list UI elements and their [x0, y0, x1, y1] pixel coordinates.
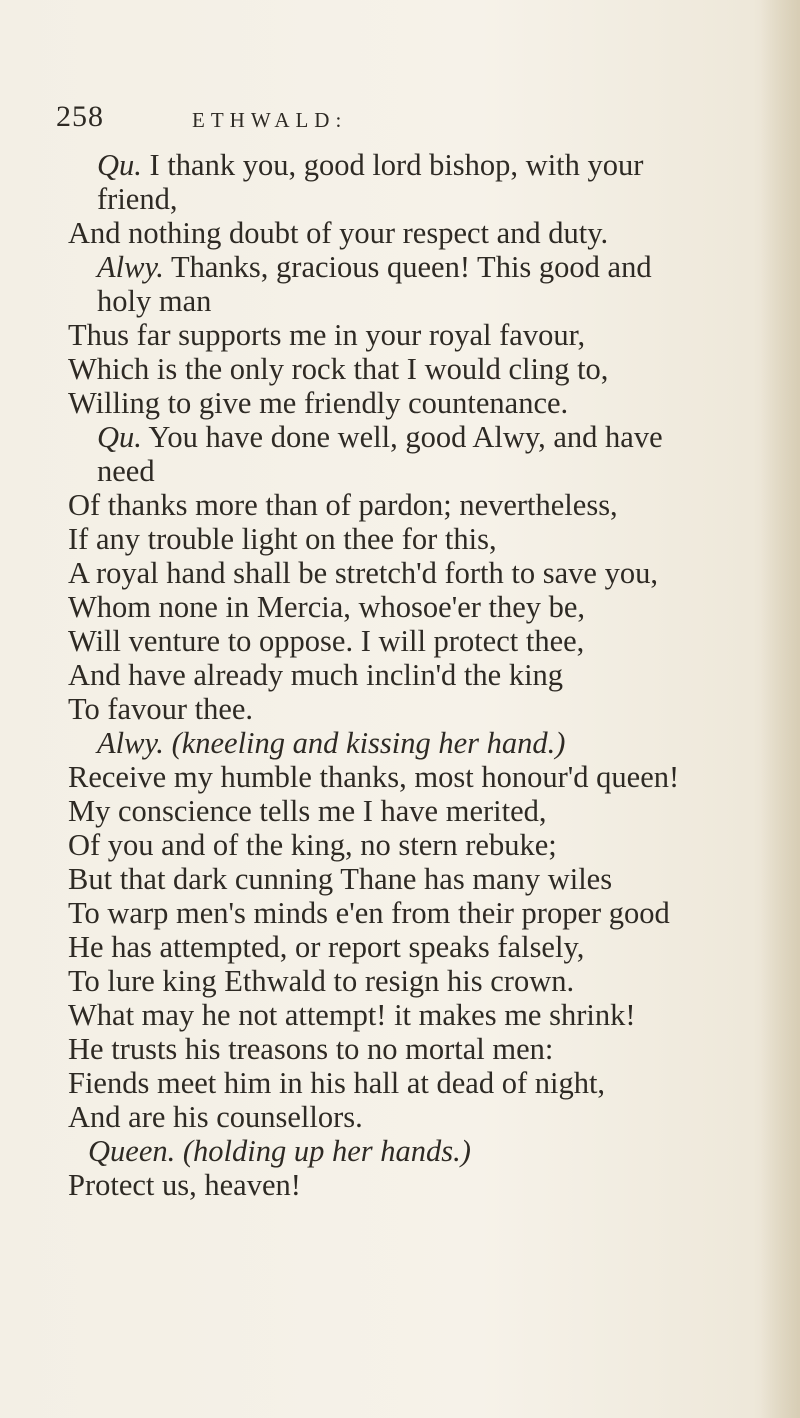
line-text: I thank you, good lord bishop, with your — [149, 148, 644, 182]
text-line: friend, — [97, 182, 178, 216]
running-head: ETHWALD: — [192, 108, 348, 132]
text-line: If any trouble light on thee for this, — [68, 522, 497, 556]
text-line: And have already much inclin'd the king — [68, 658, 564, 692]
speaker-name: Qu. — [97, 420, 142, 454]
stage-direction: (holding up her hands.) — [182, 1134, 471, 1168]
page-header — [56, 100, 696, 140]
speaker-name: Alwy. — [97, 250, 164, 284]
line-text: You have done well, good Alwy, and have — [148, 420, 663, 454]
text-line — [97, 148, 643, 182]
text-line: Receive my humble thanks, most honour'd queen! — [68, 760, 680, 794]
text-line: A royal hand shall be stretch'd forth to save you, — [68, 556, 658, 590]
text-line — [97, 250, 652, 284]
text-line: need — [97, 454, 155, 488]
text-line: Of you and of the king, no stern rebuke; — [68, 828, 557, 862]
text-line: To lure king Ethwald to resign his crown. — [68, 964, 575, 998]
text-line: Will venture to oppose. I will protect thee, — [68, 624, 585, 658]
text-line: Whom none in Mercia, whosoe'er they be, — [68, 590, 586, 624]
speaker-name: Queen. — [88, 1134, 176, 1168]
text-line: To warp men's minds e'en from their proper good — [68, 896, 670, 930]
stage-direction: (kneeling and kissing her hand.) — [171, 726, 566, 760]
text-line: Fiends meet him in his hall at dead of night, — [68, 1066, 606, 1100]
text-line — [97, 420, 663, 454]
speaker-name: Qu. — [97, 148, 142, 182]
text-line — [97, 726, 565, 760]
line-text: Thanks, gracious queen! This good and — [171, 250, 652, 284]
text-line: My conscience tells me I have merited, — [68, 794, 547, 828]
text-line: Which is the only rock that I would cling to, — [68, 352, 609, 386]
text-line: To favour thee. — [68, 692, 254, 726]
text-line: But that dark cunning Thane has many wiles — [68, 862, 613, 896]
text-line: He has attempted, or report speaks falsely, — [68, 930, 585, 964]
text-line: holy man — [97, 284, 212, 318]
speaker-name: Alwy. — [97, 726, 164, 760]
text-line: Of thanks more than of pardon; nevertheless, — [68, 488, 618, 522]
text-line: Protect us, heaven! — [68, 1168, 301, 1202]
text-line: Willing to give me friendly countenance. — [68, 386, 569, 420]
text-line: And nothing doubt of your respect and duty. — [68, 216, 609, 250]
text-line: And are his counsellors. — [68, 1100, 363, 1134]
text-line: Thus far supports me in your royal favour, — [68, 318, 586, 352]
text-line: What may he not attempt! it makes me shrink! — [68, 998, 636, 1032]
text-line: He trusts his treasons to no mortal men: — [68, 1032, 554, 1066]
text-line — [88, 1134, 471, 1168]
page-edge-shading — [760, 0, 800, 1418]
page-number: 258 — [56, 100, 104, 133]
